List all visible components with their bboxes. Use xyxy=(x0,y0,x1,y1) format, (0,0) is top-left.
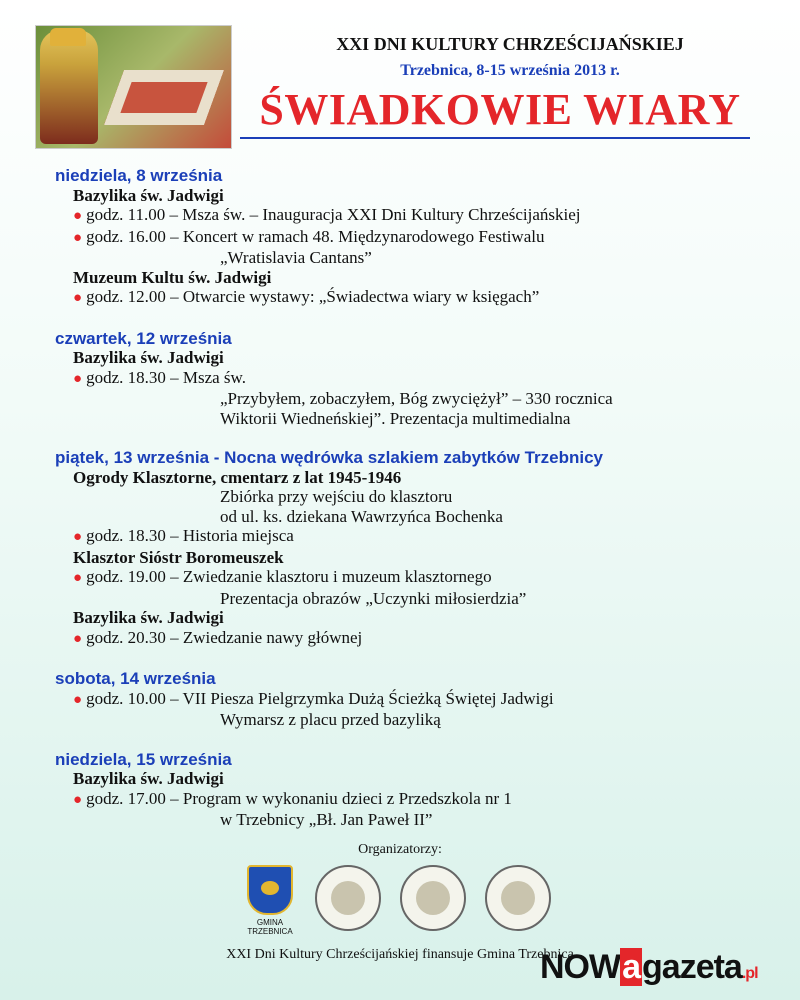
organizers-label: Organizatorzy: xyxy=(358,842,442,857)
gmina-trzebnica-logo xyxy=(240,865,300,943)
venue-name: Ogrody Klasztorne, cmentarz z lat 1945-1946 xyxy=(73,467,402,487)
venue-name: Klasztor Sióstr Boromeuszek xyxy=(73,547,284,567)
bullet-icon: ● xyxy=(73,290,83,306)
event-text: godz. 19.00 – Zwiedzanie klasztoru i muzeum klasztornego xyxy=(86,567,492,586)
title-underline xyxy=(240,137,750,139)
event-item xyxy=(73,205,800,227)
bullet-icon: ● xyxy=(73,229,83,246)
day-heading: czwartek, 12 września xyxy=(55,328,232,348)
society-seal-logo xyxy=(485,865,551,931)
watermark-start: NOW xyxy=(540,948,621,986)
event-item xyxy=(73,526,800,548)
event-item xyxy=(73,567,800,589)
event-continuation: „Przybyłem, zobaczyłem, Bóg zwyciężył” – 330 rocznica xyxy=(220,389,613,408)
day-block xyxy=(0,750,800,830)
gmina-label-2: TRZEBNICA xyxy=(247,927,293,936)
coat-of-arms-icon xyxy=(247,865,293,915)
day-heading: niedziela, 8 września xyxy=(55,166,223,185)
watermark-a: a xyxy=(622,948,641,986)
bullet-icon: ● xyxy=(73,370,83,387)
bullet-icon: ● xyxy=(73,691,83,708)
bullet-icon: ● xyxy=(73,630,83,647)
main-title: ŚWIADKOWIE WIARY xyxy=(259,85,741,134)
event-continuation: „Wratislavia Cantans” xyxy=(220,248,372,267)
parish-seal-logo xyxy=(315,865,381,931)
gmina-label-1: GMINA xyxy=(256,918,284,927)
event-item xyxy=(73,789,800,811)
venue-note: Zbiórka przy wejściu do klasztoru xyxy=(220,487,453,506)
day-block xyxy=(0,166,800,309)
program-list xyxy=(0,166,800,850)
festival-title: XXI DNI KULTURY CHRZEŚCIJAŃSKIEJ xyxy=(336,34,684,54)
event-continuation: Wiktorii Wiedneńskiej”. Prezentacja multimedialna xyxy=(220,408,571,428)
bullet-icon: ● xyxy=(73,208,83,224)
event-item xyxy=(73,227,800,249)
event-item xyxy=(73,287,800,309)
event-continuation: Prezentacja obrazów „Uczynki miłosierdzia” xyxy=(220,588,527,608)
event-text: godz. 11.00 – Msza św. – Inauguracja XXI Dni Kultury Chrześcijańskiej xyxy=(86,205,581,224)
venue-name: Bazylika św. Jadwigi xyxy=(73,348,224,367)
event-text: godz. 16.00 – Koncert w ramach 48. Międzynarodowego Festiwalu xyxy=(86,226,545,246)
bullet-icon: ● xyxy=(73,570,83,586)
venue-name: Muzeum Kultu św. Jadwigi xyxy=(73,267,272,287)
event-item xyxy=(73,689,800,711)
organizer-logos xyxy=(240,865,570,945)
crown xyxy=(50,28,86,46)
event-text: godz. 17.00 – Program w wykonaniu dzieci z Przedszkola nr 1 xyxy=(86,788,512,808)
bullet-icon: ● xyxy=(73,529,83,545)
venue-name: Bazylika św. Jadwigi xyxy=(73,608,224,627)
saint-figure xyxy=(40,30,98,144)
event-text: godz. 18.30 – Msza św. xyxy=(86,367,246,387)
event-text: godz. 20.30 – Zwiedzanie nawy głównej xyxy=(86,627,363,647)
monastery-aerial-view xyxy=(104,70,224,125)
watermark-tld: .pl xyxy=(741,965,758,982)
event-continuation: Wymarsz z placu przed bazyliką xyxy=(220,710,441,729)
day-heading: niedziela, 15 września xyxy=(55,749,232,769)
bullet-icon: ● xyxy=(73,791,83,808)
day-block xyxy=(0,448,800,649)
festival-dates: Trzebnica, 8-15 września 2013 r. xyxy=(400,62,620,79)
event-text: godz. 12.00 – Otwarcie wystawy: „Świadectwa wiary w księgach” xyxy=(86,287,540,306)
funding-note: XXI Dni Kultury Chrześcijańskiej finansuje Gmina Trzebnica xyxy=(226,947,574,962)
venue-name: Bazylika św. Jadwigi xyxy=(73,185,224,205)
event-text: godz. 18.30 – Historia miejsca xyxy=(86,526,294,545)
charitas-seal-logo xyxy=(400,865,466,931)
venue-name: Bazylika św. Jadwigi xyxy=(73,769,224,788)
day-heading: piątek, 13 września - Nocna wędrówka szlakiem zabytków Trzebnicy xyxy=(55,448,603,467)
venue-note: od ul. ks. dziekana Wawrzyńca Bochenka xyxy=(220,506,503,526)
watermark-rest: gazeta xyxy=(642,948,742,986)
event-item xyxy=(73,368,800,390)
event-item xyxy=(73,628,800,650)
site-watermark xyxy=(540,948,758,987)
day-block xyxy=(0,329,800,429)
event-continuation: w Trzebnicy „Bł. Jan Paweł II” xyxy=(220,810,433,829)
day-heading: sobota, 14 września xyxy=(55,669,216,688)
event-text: godz. 10.00 – VII Piesza Pielgrzymka Dużą Ścieżką Świętej Jadwigi xyxy=(86,688,554,708)
day-block xyxy=(0,669,800,730)
header-illustration xyxy=(35,25,232,149)
